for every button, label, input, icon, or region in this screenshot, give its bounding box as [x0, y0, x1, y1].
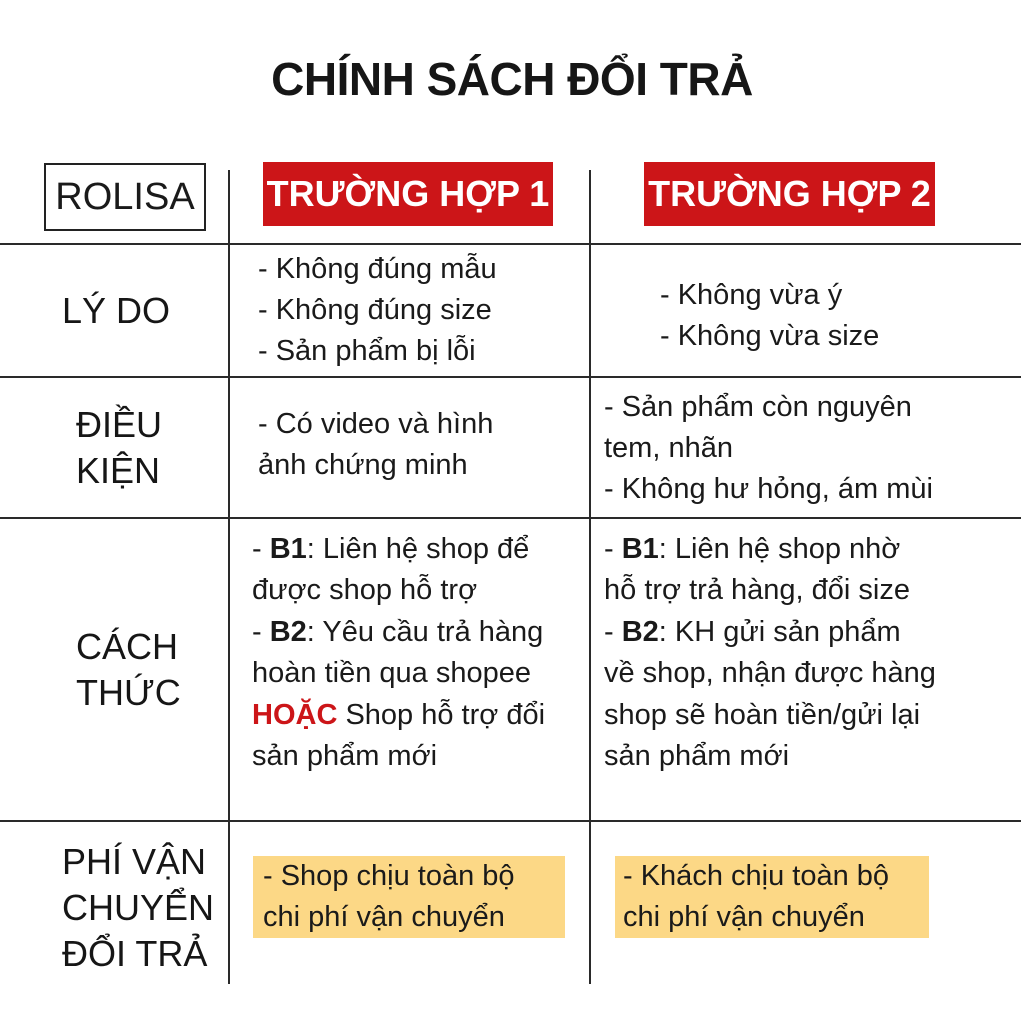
method-case-2-line: - B2: KH gửi sản phẩm	[604, 615, 901, 648]
row-label-shipping: PHÍ VẬN CHUYỂN ĐỔI TRẢ	[62, 840, 215, 974]
method-case-2-line: hỗ trợ trả hàng, đổi size	[604, 574, 910, 606]
row-label-condition: ĐIỀU KIỆN	[76, 403, 163, 491]
shipping-case-1	[253, 856, 565, 938]
shipping-case-2-line: chi phí vận chuyển	[623, 901, 865, 933]
method-case-1-line: được shop hỗ trợ	[252, 574, 478, 606]
method-case-1-line: sản phẩm mới	[252, 740, 438, 772]
condition-case-2-line: - Sản phẩm còn nguyên	[604, 391, 912, 423]
method-case-2-line: - B1: Liên hệ shop nhờ	[604, 532, 901, 565]
method-case-1-line: hoàn tiền qua shopee	[252, 657, 531, 689]
condition-case-2	[604, 387, 933, 510]
condition-case-1-line: ảnh chứng minh	[258, 449, 468, 481]
brand-box	[44, 163, 206, 231]
condition-case-2-line: tem, nhãn	[604, 432, 733, 464]
brand-label: ROLISA	[55, 175, 195, 218]
row-label-method: CÁCH THỨC	[76, 625, 181, 713]
condition-case-1	[258, 385, 493, 505]
reason-case-2	[660, 255, 879, 377]
reason-case-1-line: - Không đúng size	[258, 294, 492, 326]
shipping-case-1-line: - Shop chịu toàn bộ	[263, 860, 515, 892]
reason-case-2-line: - Không vừa ý	[660, 279, 843, 311]
method-case-1-line: - B1: Liên hệ shop để	[252, 532, 530, 565]
shipping-case-1-highlight	[253, 856, 565, 938]
method-case-2-line: shop sẽ hoàn tiền/gửi lại	[604, 698, 921, 731]
shipping-case-2-line: - Khách chịu toàn bộ	[623, 860, 890, 892]
column-divider-1	[228, 170, 230, 984]
row-divider-4	[0, 820, 1021, 822]
column-divider-2	[589, 170, 591, 984]
method-case-1-line: HOẶC Shop hỗ trợ đổi	[252, 698, 546, 731]
row-label-reason: LÝ DO	[62, 289, 171, 331]
condition-case-1-line: - Có video và hình	[258, 408, 494, 440]
case-2-header: TRƯỜNG HỢP 2	[644, 162, 935, 226]
method-case-2-line: sản phẩm mới	[604, 740, 790, 772]
method-case-2	[604, 528, 936, 778]
shipping-case-2	[615, 856, 929, 938]
method-case-1	[252, 528, 545, 778]
or-keyword: HOẶC	[252, 698, 338, 731]
reason-case-2-line: - Không vừa size	[660, 320, 880, 352]
reason-case-1-line: - Sản phẩm bị lỗi	[258, 335, 476, 367]
method-case-2-line: về shop, nhận được hàng	[604, 657, 936, 689]
method-case-1-line: - B2: Yêu cầu trả hàng	[252, 615, 544, 648]
shipping-case-1-line: chi phí vận chuyển	[263, 901, 505, 933]
case-1-header: TRƯỜNG HỢP 1	[263, 162, 553, 226]
condition-case-2-line: - Không hư hỏng, ám mùi	[604, 473, 933, 505]
reason-case-1-line: - Không đúng mẫu	[258, 253, 497, 285]
shipping-case-2-highlight	[615, 856, 929, 938]
reason-case-1	[258, 247, 497, 374]
page-title: CHÍNH SÁCH ĐỔI TRẢ	[271, 53, 753, 105]
